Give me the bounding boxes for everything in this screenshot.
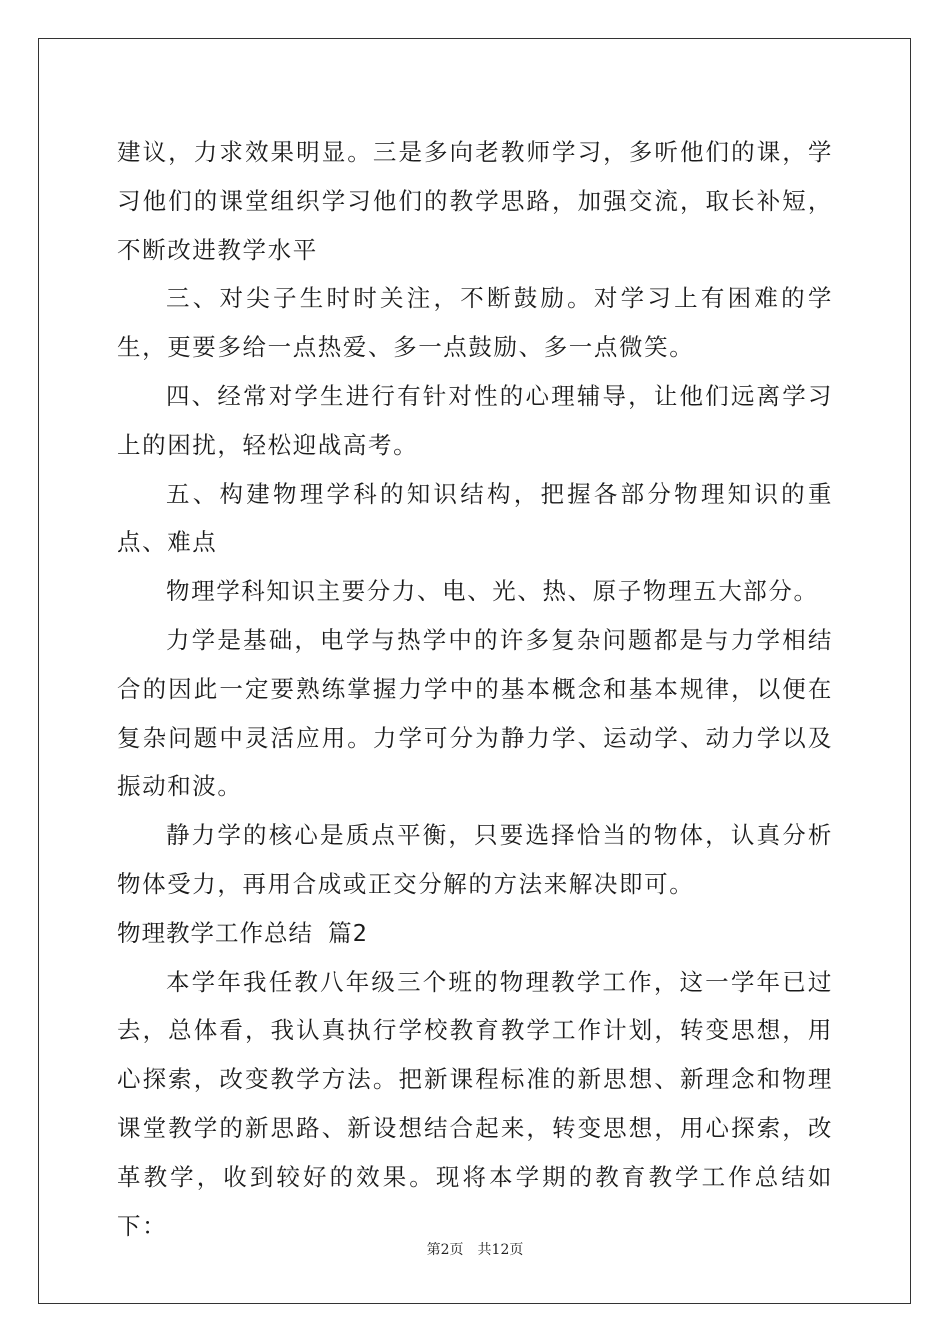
paragraph: 物理学科知识主要分力、电、光、热、原子物理五大部分。 — [166, 577, 819, 606]
page-number-footer: 第2页 共12页 — [426, 1242, 524, 1258]
document-body — [117, 128, 833, 1250]
paragraph: 四、经常对学生进行有针对性的心理辅导，让他们远离学习上的困扰，轻松迎战高考。 — [117, 381, 833, 459]
paragraph: 本学年我任教八年级三个班的物理教学工作，这一学年已过去，总体看，我认真执行学校教育教学工作计划，转变思想，用心探索，改变教学方法。把新课程标准的新思想、新理念和物理课堂教学的新思路、新设想结合起来，转变思想，用心探索，改革教学，收到较好的效果。现将本学期的教育教学工作总结如下： — [117, 967, 833, 1240]
paragraph: 力学是基础，电学与热学中的许多复杂问题都是与力学相结合的因此一定要熟练掌握力学中的基本概念和基本规律，以便在复杂问题中灵活应用。力学可分为静力学、运动学、动力学以及振动和波。 — [117, 625, 833, 801]
paragraph: 静力学的核心是质点平衡，只要选择恰当的物体，认真分析物体受力，再用合成或正交分解的方法来解决即可。 — [117, 821, 833, 898]
paragraph: 建议，力求效果明显。三是多向老教师学习，多听他们的课，学习他们的课堂组织学习他们的教学思路，加强交流，取长补短，不断改进教学水平 — [117, 138, 833, 264]
paragraph: 三、对尖子生时时关注，不断鼓励。对学习上有困难的学生，更要多给一点热爱、多一点鼓励、多一点微笑。 — [117, 284, 833, 362]
section-heading: 物理教学工作总结 篇2 — [117, 918, 368, 947]
paragraph: 五、构建物理学科的知识结构，把握各部分物理知识的重点、难点 — [117, 479, 833, 557]
